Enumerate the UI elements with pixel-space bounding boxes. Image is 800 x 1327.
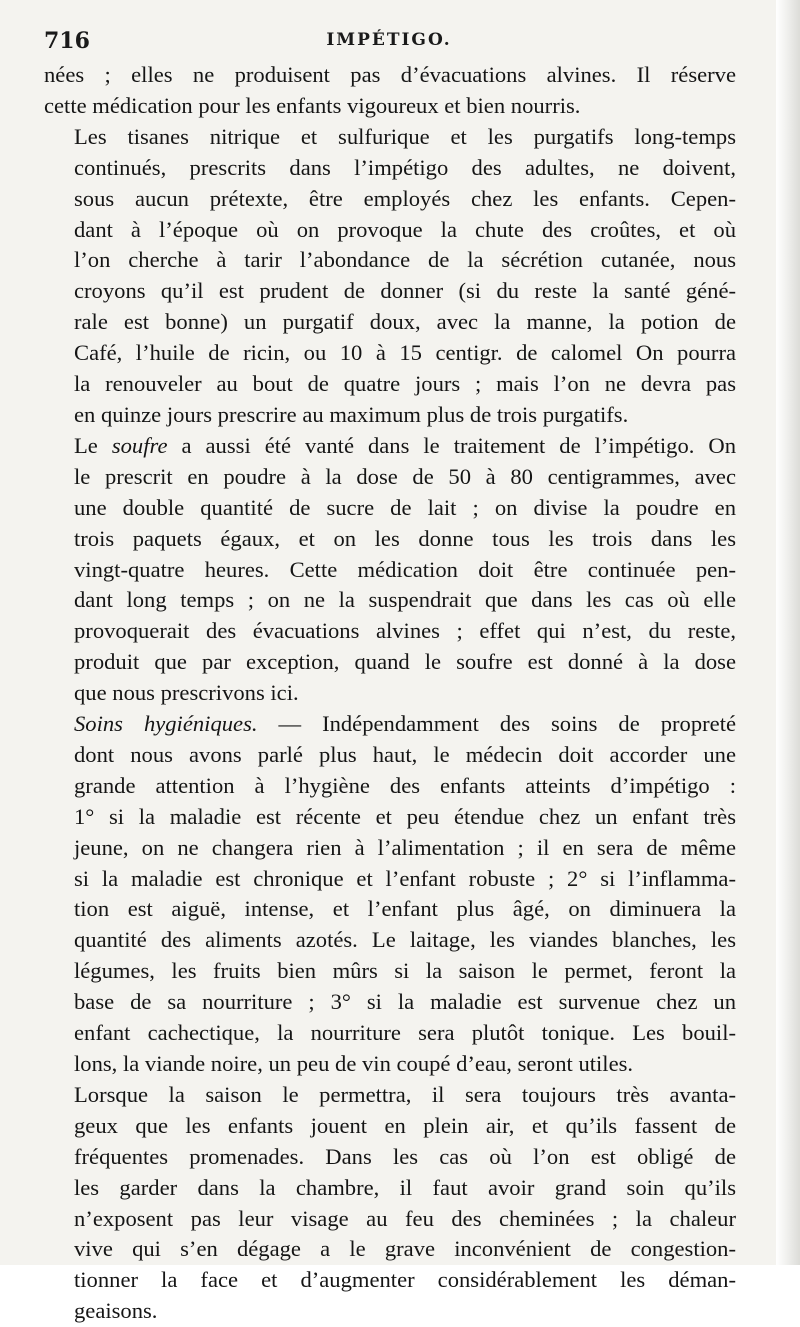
text-line: Le soufre a aussi été vanté dans le traitement de l’impétigo. On (74, 432, 737, 458)
text-line: cette médication pour les enfants vigoureux et bien nourris. (44, 92, 581, 118)
text-line: 1° si la maladie est récente et peu étendue chez un enfant très (74, 803, 736, 829)
text-line: lons, la viande noire, un peu de vin coupé d’eau, seront utiles. (74, 1051, 634, 1076)
text-line: les garder dans la chambre, il faut avoir grand soin qu’ils (74, 1174, 736, 1200)
text-line: n’exposent pas leur visage au feu des cheminées ; la chaleur (74, 1205, 736, 1231)
text-line: nées ; elles ne produisent pas d’évacuations alvines. Il réserve (44, 62, 736, 87)
text-line: que nous prescrivons ici. (74, 680, 299, 706)
text-line: légumes, les fruits bien mûrs si la saison le permet, feront la (74, 958, 736, 984)
text-line: rale est bonne) un purgatif doux, avec la manne, la potion de (74, 309, 736, 335)
text-line: la renouveler au bout de quatre jours ; mais l’on ne devra pas (74, 371, 736, 397)
text-line: Café, l’huile de ricin, ou 10 à 15 centigr. de calomel On pourra (74, 340, 736, 366)
paragraph (44, 122, 736, 431)
text-line: provoquerait des évacuations alvines ; effet qui n’est, du reste, (74, 618, 736, 644)
text-line: vingt-quatre heures. Cette médication doit être continuée pen- (74, 556, 736, 582)
page-number: 716 (44, 28, 90, 54)
text-line: produit que par exception, quand le soufre est donné à la dose (74, 649, 736, 675)
text-line: tionner la face et d’augmenter considérablement les déman- (74, 1267, 736, 1293)
text-line: sous aucun prétexte, être employés chez les enfants. Cepen- (74, 185, 736, 211)
text-line: geaisons. (74, 1298, 158, 1324)
text-line: Les tisanes nitrique et sulfurique et les purgatifs long-temps (74, 123, 736, 149)
text-line: jeune, on ne changera rien à l’alimentation ; il en sera de même (74, 834, 736, 860)
text-line: le prescrit en poudre à la dose de 50 à 80 centigrammes, avec (74, 463, 736, 489)
paragraph (44, 1080, 736, 1327)
running-title: IMPÉTIGO. (326, 30, 452, 50)
text-line: Lorsque la saison le permettra, il sera toujours très avanta- (74, 1081, 736, 1107)
text-line: une double quantité de sucre de lait ; on divise la poudre en (74, 494, 736, 520)
paragraph (44, 60, 736, 122)
text-line: base de sa nourriture ; 3° si la maladie est survenue chez un (74, 989, 736, 1015)
paragraph (44, 431, 736, 709)
paragraph (44, 709, 736, 1080)
text-line: l’on cherche à tarir l’abondance de la sécrétion cutanée, nous (74, 247, 736, 273)
text-line: croyons qu’il est prudent de donner (si du reste la santé géné- (74, 278, 736, 304)
text-line: enfant cachectique, la nourriture sera plutôt tonique. Les bouil- (74, 1020, 736, 1046)
text-line: si la maladie est chronique et l’enfant robuste ; 2° si l’inflamma- (74, 865, 736, 891)
text-line: dont nous avons parlé plus haut, le médecin doit accorder une (74, 741, 736, 767)
text-line: dant long temps ; on ne la suspendrait que dans les cas où elle (74, 587, 736, 613)
text-line: grande attention à l’hygiène des enfants atteints d’impétigo : (74, 772, 736, 798)
text-line: fréquentes promenades. Dans les cas où l’on est obligé de (74, 1143, 736, 1169)
text-line: geux que les enfants jouent en plein air, et qu’ils fassent de (74, 1112, 736, 1138)
text-line: dant à l’époque où on provoque la chute des croûtes, et où (74, 216, 736, 242)
text-line: quantité des aliments azotés. Le laitage, les viandes blanches, les (74, 927, 736, 953)
text-line: tion est aiguë, intense, et l’enfant plus âgé, on diminuera la (74, 896, 736, 922)
text-line: continués, prescrits dans l’impétigo des adultes, ne doivent, (74, 154, 736, 180)
text-line: en quinze jours prescrire au maximum plus de trois purgatifs. (74, 401, 629, 427)
text-line: Soins hygiéniques. — Indépendamment des soins de propreté (74, 711, 736, 737)
page-header (44, 28, 734, 58)
text-line: vive qui s’en dégage a le grave inconvénient de congestion- (74, 1236, 736, 1262)
text-line: trois paquets égaux, et on les donne tous les trois dans les (74, 525, 736, 551)
body-text (44, 60, 736, 1327)
page-edge-shadow (776, 0, 800, 1265)
